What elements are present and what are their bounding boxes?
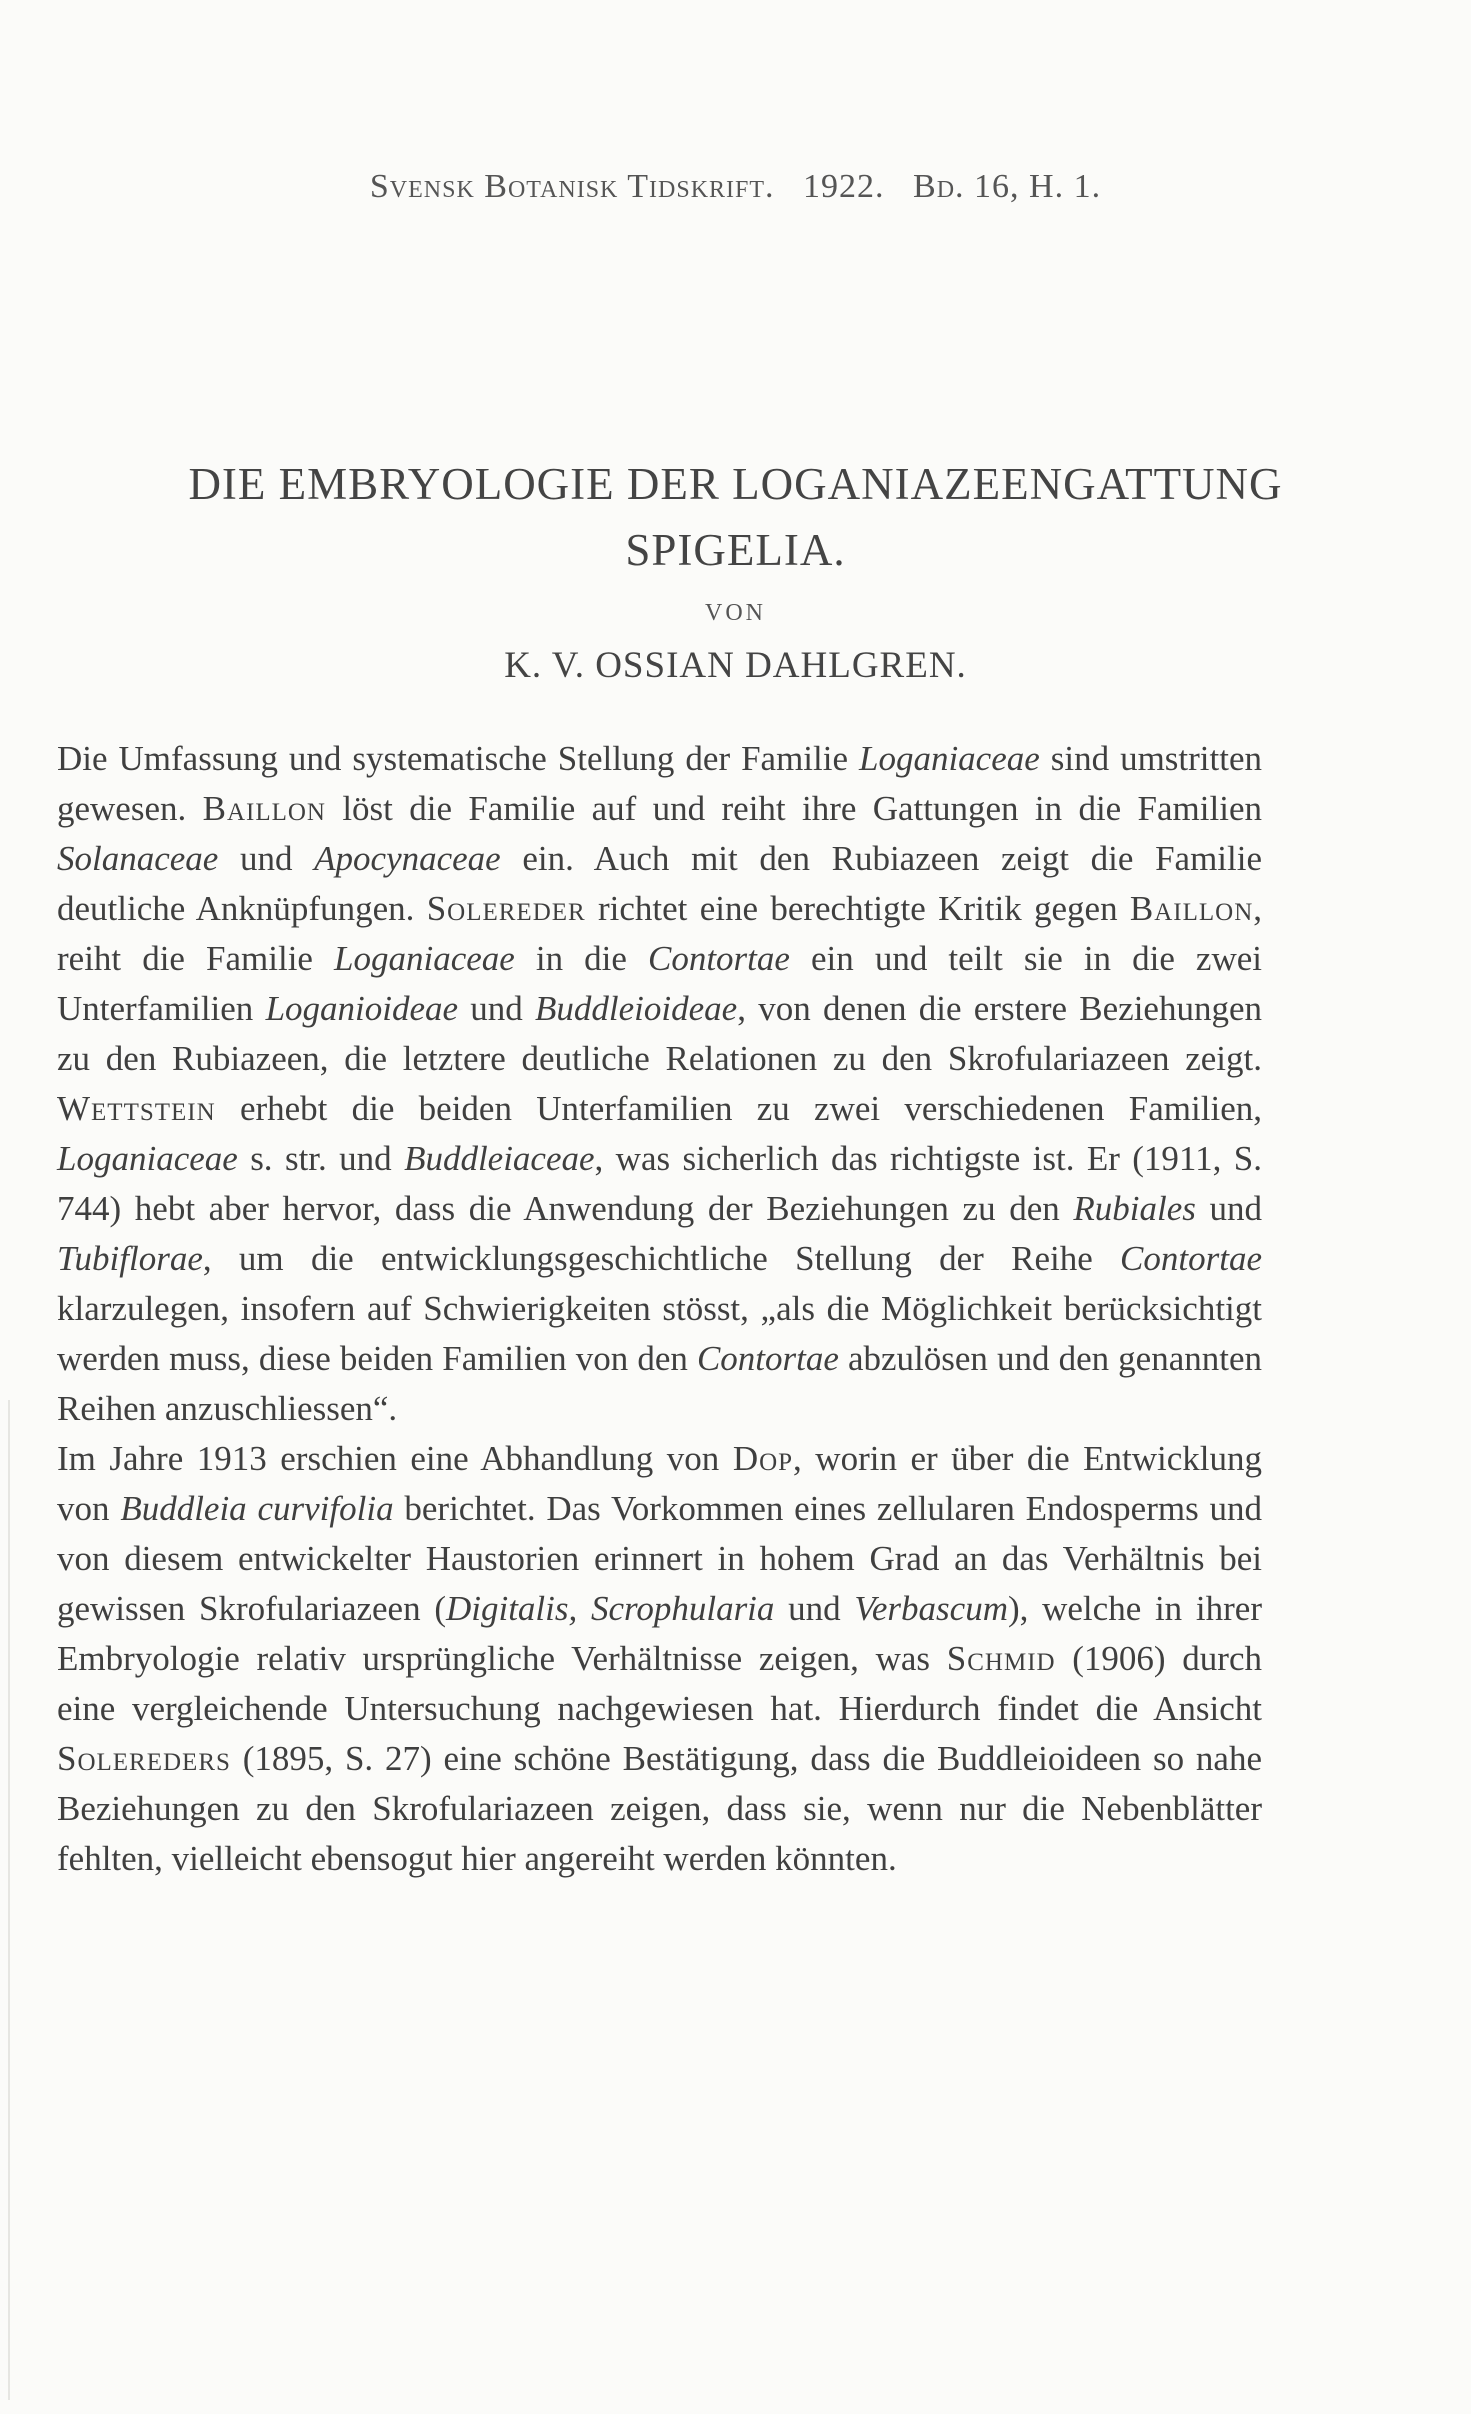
- text-run: und: [774, 1589, 855, 1628]
- taxon-name: Buddleiaceae: [404, 1139, 595, 1178]
- author-name: Solereder: [426, 889, 586, 928]
- text-run: ein und teilt sie in die zwei Unterfamilien: [57, 939, 1262, 1028]
- text-run: ein. Auch mit den Rubiazeen zeigt die Familie deutliche Anknüpfungen.: [57, 839, 1263, 928]
- taxon-name: Tubiflorae: [57, 1239, 203, 1278]
- text-run: klarzulegen, insofern auf Schwierigkeiten stösst, „als die Möglichkeit berücksichtigt werden muss, diese beiden Familien von den: [57, 1289, 1262, 1378]
- article-author: K. V. OSSIAN DAHLGREN.: [504, 645, 967, 686]
- text-run: , was sicherlich das richtigste ist. Er (1911, S. 744) hebt aber hervor, dass die Anwendung der Beziehungen zu den: [57, 1139, 1262, 1228]
- author-name: Schmid: [946, 1639, 1056, 1678]
- text-run: Im Jahre 1913 erschien eine Abhandlung von: [57, 1439, 733, 1478]
- article-title-line2: SPIGELIA.: [625, 525, 846, 575]
- text-run: ), welche in ihrer Embryologie relativ ursprüngliche Verhältnisse zeigen, was: [57, 1589, 1262, 1678]
- author-name: Wettstein: [57, 1089, 216, 1128]
- text-run: erhebt die beiden Unterfamilien zu zwei verschiedenen Familien,: [215, 1089, 1262, 1128]
- journal-year: 1922.: [803, 168, 885, 205]
- text-run: Die Umfassung und systematische Stellung der Familie: [57, 739, 859, 778]
- text-run: s. str. und: [237, 1139, 405, 1178]
- article-body: [57, 734, 1262, 1884]
- taxon-name: Loganiaceae: [57, 1139, 238, 1178]
- author-name: Baillon: [202, 789, 326, 828]
- text-run: , von denen die erstere Beziehungen zu den Rubiazeen, die letztere deutliche Relationen zu den Skrofulariazeen zeigt.: [57, 989, 1262, 1078]
- taxon-name: Buddleia curvifolia: [120, 1489, 394, 1528]
- text-run: , worin er über die Entwicklung von: [57, 1439, 1263, 1528]
- text-run: richtet eine berechtigte Kritik gegen: [585, 889, 1130, 928]
- taxon-name: Apocynaceae: [314, 839, 501, 878]
- journal-name: Svensk Botanisk Tidskrift.: [369, 168, 775, 205]
- text-run: , um die entwicklungsgeschichtliche Stellung der Reihe: [202, 1239, 1121, 1278]
- taxon-name: Contortae: [696, 1339, 839, 1378]
- taxon-name: Loganioideae: [265, 989, 459, 1028]
- text-run: abzulösen und den genannten Reihen anzuschliessen“.: [57, 1339, 1263, 1428]
- paragraph-1: [57, 734, 1262, 1434]
- text-run: berichtet. Das Vorkommen eines zellularen Endosperms und von diesem entwickelter Haustorien erinnert in hohem Grad an das Verhältnis bei gewissen Skrofulariazeen (: [57, 1489, 1263, 1628]
- text-run: in die: [514, 939, 648, 978]
- text-run: und: [1195, 1189, 1263, 1228]
- taxon-name: Rubiales: [1073, 1189, 1196, 1228]
- taxon-name: Loganiaceae: [334, 939, 515, 978]
- taxon-name: Verbascum: [854, 1589, 1008, 1628]
- text-run: löst die Familie auf und reiht ihre Gattungen in die Familien: [325, 789, 1262, 828]
- text-run: sind umstritten gewesen.: [57, 739, 1263, 828]
- taxon-name: Contortae: [647, 939, 790, 978]
- running-head: [0, 168, 1471, 206]
- paragraph-2: [57, 1434, 1262, 1884]
- author-name: Baillon: [1129, 889, 1254, 928]
- text-run: (1906) durch eine vergleichende Untersuchung nachgewiesen hat. Hierdurch findet die Ansicht: [57, 1639, 1262, 1728]
- taxon-name: Buddleioideae: [535, 989, 738, 1028]
- taxon-name: Contortae: [1120, 1239, 1262, 1278]
- text-run: und: [218, 839, 315, 878]
- journal-volume: Bd. 16, H. 1.: [913, 168, 1102, 205]
- text-run: und: [458, 989, 536, 1028]
- byline-von: VON: [705, 600, 766, 626]
- author-name: Dop: [732, 1439, 794, 1478]
- text-run: , reiht die Familie: [57, 889, 1262, 978]
- page-edge-shadow: [8, 1400, 10, 2400]
- taxon-name: Digitalis, Scrophularia: [445, 1589, 775, 1628]
- text-run: (1895, S. 27) eine schöne Bestätigung, dass die Buddleioideen so nahe Beziehungen zu den Skrofulariazeen zeigen, dass sie, wenn nur die Nebenblätter fehlten, vielleicht ebensogut hier angereiht werden könnten.: [57, 1739, 1262, 1878]
- taxon-name: Solanaceae: [57, 839, 219, 878]
- author-name: Solereders: [57, 1739, 231, 1778]
- taxon-name: Loganiaceae: [858, 739, 1040, 778]
- article-title-line1: DIE EMBRYOLOGIE DER LOGANIAZEENGATTUNG: [188, 459, 1283, 509]
